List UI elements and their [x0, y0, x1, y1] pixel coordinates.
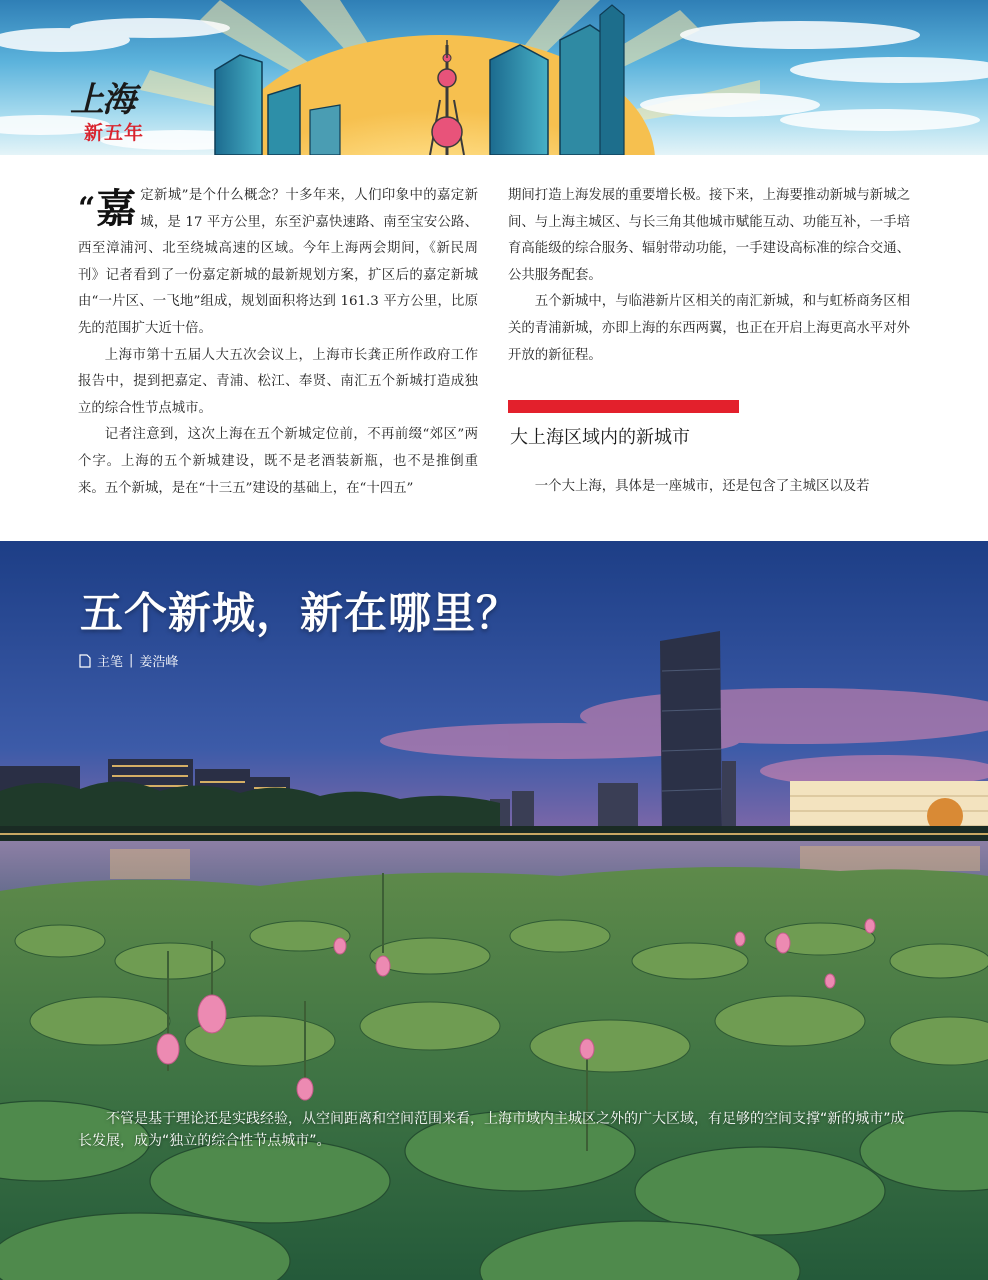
- section-heading: 大上海区域内的新城市: [510, 427, 690, 448]
- document-icon: [78, 654, 91, 668]
- article-column-right: [508, 183, 910, 369]
- column-subtitle: 新五年: [84, 122, 145, 144]
- byline-role: 主笔: [97, 655, 124, 670]
- byline-author: 姜浩峰: [139, 655, 179, 670]
- article-title: 五个新城，新在哪里？: [80, 589, 520, 639]
- article-paragraph: 一个大上海，具体是一座城市，还是包含了主城区以及若: [534, 479, 870, 494]
- byline: [78, 651, 178, 670]
- skyline-illustration: [0, 0, 988, 155]
- article-paragraph: “嘉 定新城”是个什么概念？十多年来，人们印象中的嘉定新城，是 17 平方公里，东至沪嘉快速路、南至宝安公路、西至漳浦河、北至绕城高速的区域。今年上海两会期间，《新民周刊》记者看到了一份嘉定新城的最新规划方案，扩区后的嘉定新城由“一片区、一飞地”组成，规划面积将达到 161.3 平方公里，比原先的范围扩大近十倍。: [78, 185, 478, 336]
- article-paragraph: 记者注意到，这次上海在五个新城定位前，不再前缀“郊区”两个字。上海的五个新城建设，既不是老酒装新瓶，也不是推倒重来。五个新城，是在“十三五”建设的基础上，在“十四五”: [78, 427, 478, 496]
- magazine-column-logo: 上海: [70, 80, 134, 120]
- article-paragraph: 期间打造上海发展的重要增长极。接下来，上海要推动新城与新城之间、与上海主城区、与长三角其他城市赋能互动、功能互补，一手培育高能级的综合服务、辐射带动功能，一手建设高标准的综合交通、公共服务配套。: [508, 188, 910, 283]
- header-banner: [0, 0, 988, 155]
- article-paragraph: 五个新城中，与临港新片区相关的南汇新城，和与虹桥商务区相关的青浦新城，亦即上海的东西两翼，也正在开启上海更高水平对外开放的新征程。: [508, 294, 910, 363]
- article-column-left: [78, 183, 478, 502]
- article-paragraph: 上海市第十五届人大五次会议上，上海市长龚正所作政府工作报告中，提到把嘉定、青浦、松江、奉贤、南汇五个新城打造成独立的综合性节点城市。: [78, 347, 478, 416]
- dropcap: “嘉: [78, 185, 137, 232]
- byline-separator: |: [129, 653, 134, 668]
- photo-caption: 不管是基于理论还是实践经验，从空间距离和空间范围来看，上海市域内主城区之外的广大区域，有足够的空间支撑“新的城市”成长发展，成为“独立的综合性节点城市”。: [78, 1111, 905, 1149]
- section-accent-bar: [508, 400, 739, 413]
